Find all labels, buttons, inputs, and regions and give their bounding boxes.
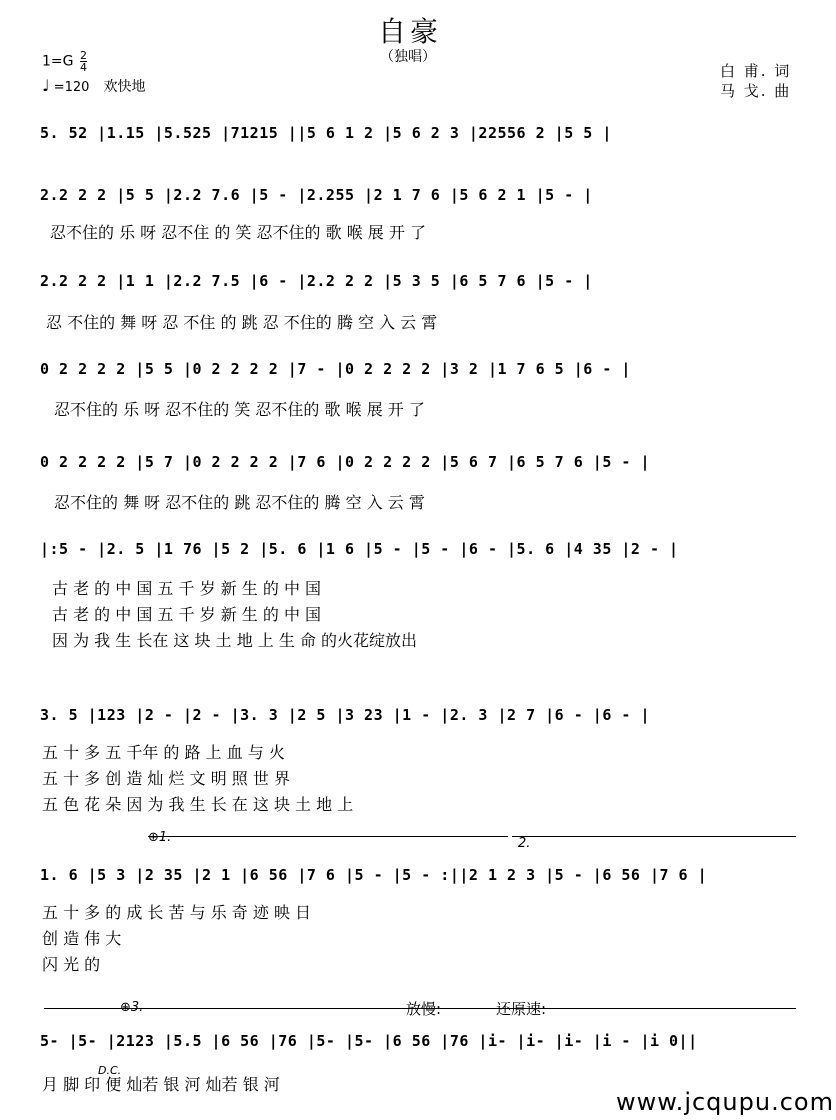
lyric-line: 忍不住的 乐 呀 忍不住的 笑 忍不住的 歌 喉 展 开 了 <box>54 400 425 419</box>
lyric-line: 创 造 伟 大 <box>42 929 122 948</box>
composer-credit: 马 戈. 曲 <box>720 82 792 100</box>
notation-row: 0 2 2 2 2 |5 7 |0 2 2 2 2 |7 6 |0 2 2 2 2 |5 6 7 |6 5 7 6 |5 - | <box>40 453 650 471</box>
tempo-word: 欢快地 <box>103 79 146 95</box>
quarter-note-icon: ♩ <box>42 76 50 95</box>
time-top: 2 <box>79 49 87 62</box>
lyric-line: 忍不住的 乐 呀 忍不住 的 笑 忍不住的 歌 喉 展 开 了 <box>50 223 426 242</box>
notation-row: 5- |5- |2123 |5.5 |6 56 |76 |5- |5- |6 56 |76 |i- |i- |i- |i - |i 0|| <box>40 1032 698 1050</box>
volta-3-label: 3. <box>130 1000 144 1015</box>
volta-bracket-2 <box>512 836 796 837</box>
coda-mark <box>148 830 171 845</box>
volta-bracket-1 <box>148 836 508 837</box>
coda-icon: ⊕ <box>148 830 159 845</box>
notation-row: 2.2 2 2 |5 5 |2.2 7.6 |5 - |2.255 |2 1 7 6 |5 6 2 1 |5 - | <box>40 186 593 204</box>
lyric-line: 月 脚 印 便 灿若 银 河 灿若 银 河 <box>42 1075 280 1094</box>
lyric-line: 因 为 我 生 长在 这 块 土 地 上 生 命 的火花绽放出 <box>52 631 418 650</box>
lyric-line: 五 十 多 创 造 灿 烂 文 明 照 世 界 <box>42 769 290 788</box>
lyric-line: 五 色 花 朵 因 为 我 生 长 在 这 块 土 地 上 <box>42 795 354 814</box>
watermark: www.jcqupu.com <box>616 1088 834 1116</box>
notation-row: 3. 5 |123 |2 - |2 - |3. 3 |2 5 |3 23 |1 - |2. 3 |2 7 |6 - |6 - | <box>40 706 650 724</box>
lyric-line: 古 老 的 中 国 五 千 岁 新 生 的 中 国 <box>52 605 322 624</box>
notation-row: 1. 6 |5 3 |2 35 |2 1 |6 56 |7 6 |5 - |5 - :||2 1 2 3 |5 - |6 56 |7 6 | <box>40 866 708 884</box>
song-subtitle: （独唱） <box>380 49 436 65</box>
lyricist-credit: 白 甫. 词 <box>720 62 792 80</box>
time-bottom: 4 <box>79 61 87 74</box>
notation-row: 2.2 2 2 |1 1 |2.2 7.5 |6 - |2.2 2 2 |5 3 5 |6 5 7 6 |5 - | <box>40 272 593 290</box>
coda-icon: ⊕ <box>120 1000 131 1015</box>
volta-1-label: 1. <box>158 830 172 845</box>
a-tempo-mark: 还原速: <box>496 1000 547 1018</box>
lyric-line: 闪 光 的 <box>42 955 101 974</box>
notation-row: |:5 - |2. 5 |1 76 |5 2 |5. 6 |1 6 |5 - |5 - |6 - |5. 6 |4 35 |2 - | <box>40 540 679 558</box>
lyric-line: 忍 不住的 舞 呀 忍 不住 的 跳 忍 不住的 腾 空 入 云 霄 <box>46 313 438 332</box>
notation-row: 0 2 2 2 2 |5 5 |0 2 2 2 2 |7 - |0 2 2 2 2 |3 2 |1 7 6 5 |6 - | <box>40 360 631 378</box>
dc-mark: D.C. <box>98 1064 122 1077</box>
tempo-mark <box>42 76 146 96</box>
coda-mark-3 <box>120 1000 143 1015</box>
slow-mark: 放慢: <box>406 1000 442 1018</box>
time-signature <box>80 50 87 73</box>
notation-row: 5. 52 |1.15 |5.525 |71215 ||5 6 1 2 |5 6 2 3 |22556 2 |5 5 | <box>40 124 612 142</box>
tempo-value: =120 <box>53 80 90 95</box>
key-label: 1=G <box>42 53 74 70</box>
lyric-line: 五 十 多 的 成 长 苦 与 乐 奇 迹 映 日 <box>42 903 312 922</box>
song-title: 自豪 <box>378 15 443 48</box>
key-signature <box>42 50 87 73</box>
volta-2-label: 2. <box>518 836 531 851</box>
lyric-line: 五 十 多 五 千年 的 路 上 血 与 火 <box>42 743 285 762</box>
lyric-line: 忍不住的 舞 呀 忍不住的 跳 忍不住的 腾 空 入 云 霄 <box>54 493 425 512</box>
lyric-line: 古 老 的 中 国 五 千 岁 新 生 的 中 国 <box>52 579 322 598</box>
